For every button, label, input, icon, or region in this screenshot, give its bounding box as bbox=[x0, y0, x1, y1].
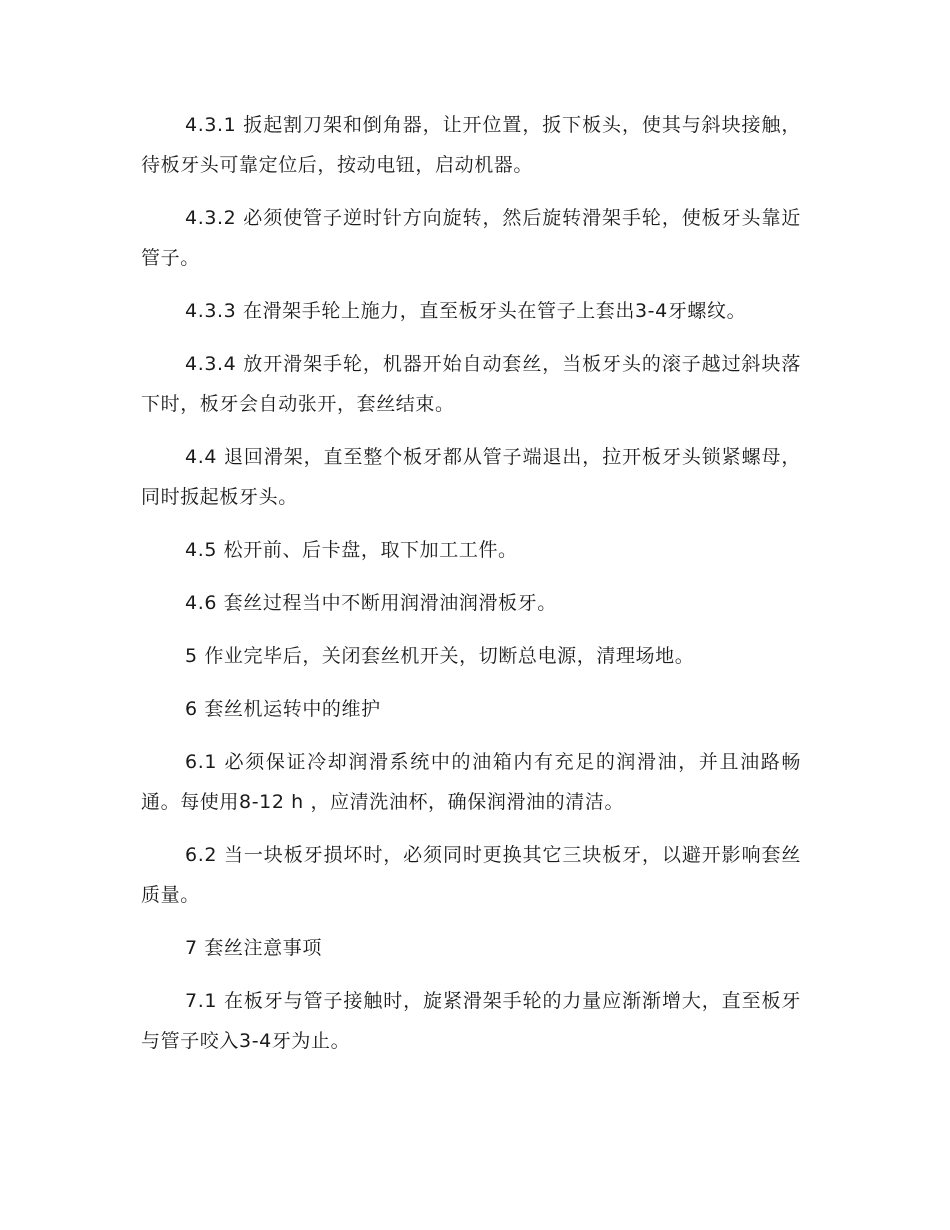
paragraph-4-3-1: 4.3.1 扳起割刀架和倒角器，让开位置，扳下板头，使其与斜块接触，待板牙头可靠定位后，按动电钮，启动机器。 bbox=[141, 114, 801, 176]
paragraph-6-2: 6.2 当一块板牙损坏时，必须同时更换其它三块板牙，以避开影响套丝质量。 bbox=[141, 844, 801, 906]
paragraph-4-3-2: 4.3.2 必须使管子逆时针方向旋转，然后旋转滑架手轮，使板牙头靠近管子。 bbox=[141, 207, 801, 269]
heading-6: 6 套丝机运转中的维护 bbox=[185, 698, 381, 720]
paragraph-4-5: 4.5 松开前、后卡盘，取下加工工件。 bbox=[185, 539, 518, 561]
paragraph-4-3-4: 4.3.4 放开滑架手轮，机器开始自动套丝，当板牙头的滚子越过斜块落下时，板牙会自动张开，套丝结束。 bbox=[141, 353, 801, 415]
paragraph-4-4: 4.4 退回滑架，直至整个板牙都从管子端退出，拉开板牙头锁紧螺母，同时扳起板牙头。 bbox=[141, 446, 801, 508]
paragraph-6-1: 6.1 必须保证冷却润滑系统中的油箱内有充足的润滑油，并且油路畅通。每使用8-12 h ，应清洗油杯，确保润滑油的清洁。 bbox=[141, 751, 801, 813]
heading-7: 7 套丝注意事项 bbox=[185, 937, 322, 959]
paragraph-7-1: 7.1 在板牙与管子接触时，旋紧滑架手轮的力量应渐渐增大，直至板牙与管子咬入3-4牙为止。 bbox=[141, 990, 801, 1052]
document-body bbox=[141, 105, 801, 1074]
paragraph-5: 5 作业完毕后，关闭套丝机开关，切断总电源，清理场地。 bbox=[185, 645, 695, 667]
paragraph-4-6: 4.6 套丝过程当中不断用润滑油润滑板牙。 bbox=[185, 592, 557, 614]
paragraph-4-3-3: 4.3.3 在滑架手轮上施力，直至板牙头在管子上套出3-4牙螺纹。 bbox=[185, 300, 747, 322]
